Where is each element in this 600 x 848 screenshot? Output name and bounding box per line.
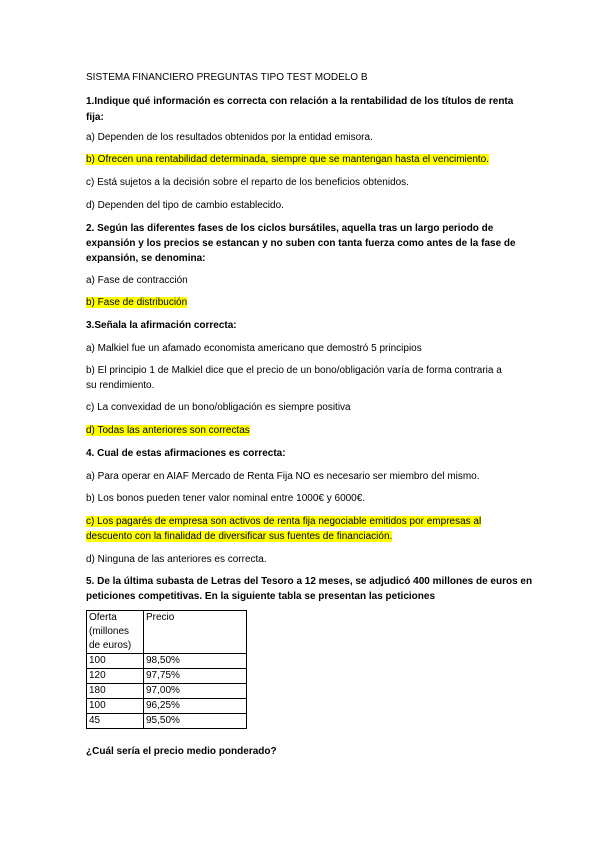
header-oferta: Oferta (millones de euros) (87, 611, 144, 654)
cell-precio: 96,25% (144, 699, 247, 714)
question-2-text: 2. Según las diferentes fases de los ciclos bursátiles, aquella tras un largo periodo de (86, 223, 494, 234)
question-4-option-a: a) Para operar en AIAF Mercado de Renta Fija NO es necesario ser miembro del mismo. (86, 471, 480, 482)
question-3-option-c: c) La convexidad de un bono/obligación es siempre positiva (86, 402, 351, 413)
cell-oferta: 180 (87, 684, 144, 699)
question-1-option-d: d) Dependen del tipo de cambio establecido. (86, 200, 284, 211)
header-precio: Precio (144, 611, 247, 654)
cell-oferta: 45 (87, 714, 144, 729)
cell-oferta: 100 (87, 699, 144, 714)
cell-precio: 97,75% (144, 669, 247, 684)
highlighted-answer: c) Los pagarés de empresa son activos de renta fija negociable emitidos por empresas al (86, 516, 482, 527)
highlighted-answer: descuento con la finalidad de diversificar sus fuentes de financiación. (86, 531, 393, 542)
question-4-option-b: b) Los bonos pueden tener valor nominal entre 1000€ y 6000€. (86, 493, 366, 504)
question-5-text-cont: peticiones competitivas. En la siguiente tabla se presentan las peticiones (86, 591, 436, 602)
table-header-row (87, 611, 247, 654)
question-4-text: 4. Cual de estas afirmaciones es correcta: (86, 448, 286, 459)
question-3-text: 3.Señala la afirmación correcta: (86, 320, 237, 331)
document-title: SISTEMA FINANCIERO PREGUNTAS TIPO TEST MODELO B (86, 72, 368, 83)
table-row (87, 669, 247, 684)
question-5-prompt: ¿Cuál sería el precio medio ponderado? (86, 746, 277, 757)
question-2-text-cont2: expansión, se denomina: (86, 253, 206, 264)
question-2-text-cont: expansión y los precios se estancan y no suben con tanta fuerza como antes de la fase de (86, 238, 516, 249)
table-row (87, 684, 247, 699)
question-1-option-a: a) Dependen de los resultados obtenidos por la entidad emisora. (86, 132, 373, 143)
question-3-option-a: a) Malkiel fue un afamado economista americano que demostró 5 principios (86, 343, 422, 354)
question-1-option-c: c) Está sujetos a la decisión sobre el reparto de los beneficios obtenidos. (86, 177, 409, 188)
highlighted-answer: d) Todas las anteriores son correctas (86, 425, 250, 436)
question-5-text: 5. De la última subasta de Letras del Tesoro a 12 meses, se adjudicó 400 millones de euros en (86, 576, 533, 587)
cell-precio: 98,50% (144, 654, 247, 669)
question-2-option-b (86, 295, 187, 311)
table-row (87, 654, 247, 669)
question-3-option-d (86, 423, 250, 439)
question-1-text: 1.Indique qué información es correcta con relación a la rentabilidad de los títulos de renta (86, 96, 514, 107)
question-1-text-cont: fija: (86, 112, 104, 123)
question-4-option-c (86, 514, 481, 530)
question-4-option-c-cont (86, 529, 392, 545)
cell-precio: 97,00% (144, 684, 247, 699)
question-2-option-a: a) Fase de contracción (86, 275, 188, 286)
cell-precio: 95,50% (144, 714, 247, 729)
table-row (87, 714, 247, 729)
highlighted-answer: b) Fase de distribución (86, 297, 188, 308)
bids-table (86, 610, 247, 729)
question-3-option-b-cont: su rendimiento. (86, 380, 155, 391)
question-1-option-b (86, 152, 489, 168)
table-row (87, 699, 247, 714)
cell-oferta: 100 (87, 654, 144, 669)
question-3-option-b: b) El principio 1 de Malkiel dice que el precio de un bono/obligación varía de forma contraria a (86, 365, 502, 376)
highlighted-answer: b) Ofrecen una rentabilidad determinada, siempre que se mantengan hasta el vencimiento. (86, 154, 490, 165)
question-4-option-d: d) Ninguna de las anteriores es correcta. (86, 554, 267, 565)
cell-oferta: 120 (87, 669, 144, 684)
